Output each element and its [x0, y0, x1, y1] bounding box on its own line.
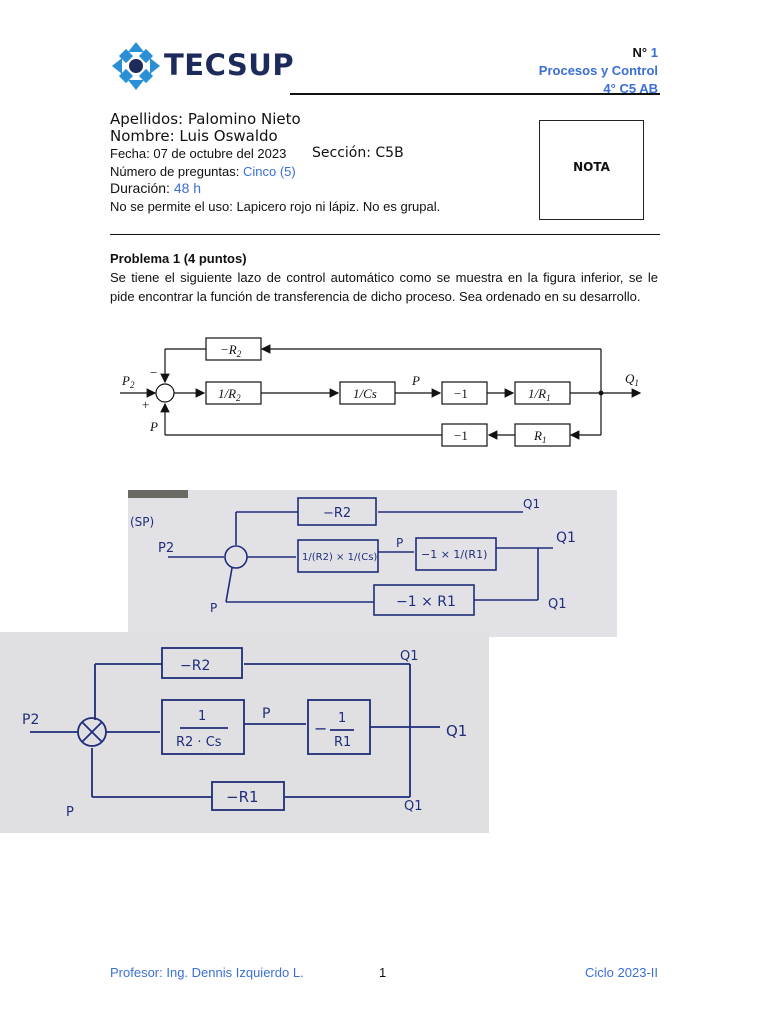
header-course-info: [539, 44, 658, 98]
minus-sign: −: [150, 365, 158, 380]
handwritten-photo-1: [128, 490, 617, 637]
number-value: 1: [650, 45, 658, 60]
bottom-block-2-label: $R_1$: [534, 428, 547, 445]
footer-professor: Profesor: Ing. Dennis Izquierdo L.: [110, 965, 304, 980]
output-label: $Q_1$: [625, 371, 639, 388]
block-3-label: −1: [454, 386, 468, 401]
questions-value: Cinco (5): [242, 164, 296, 179]
name-line: Nombre: Luis Oswaldo: [110, 127, 278, 145]
duration-line: [110, 180, 201, 196]
hw2-block-b-num: 1: [338, 711, 347, 726]
hw2-input-label: P2: [22, 712, 40, 728]
hw2-bottom-block-label: −R1: [226, 788, 259, 806]
hw1-sp-label: (SP): [130, 515, 155, 529]
summing-junction: [156, 384, 174, 402]
hw2-output-label: Q1: [446, 722, 468, 740]
hw1-p-bottom: P: [210, 601, 218, 615]
plus-sign: +: [142, 397, 150, 412]
course-group: 4° C5 AB: [603, 81, 658, 96]
date-line: Fecha: 07 de octubre del 2023: [110, 146, 287, 161]
hw1-p-label: P: [396, 536, 404, 550]
questions-line: [110, 164, 296, 179]
block-1-label: $1/R_2$: [218, 386, 241, 403]
footer-cycle: Ciclo 2023-II: [585, 965, 658, 980]
feedback-signal-label: P: [150, 419, 158, 434]
hw2-q-top: Q1: [400, 649, 419, 664]
hw1-q-top: Q1: [523, 497, 541, 511]
duration-value: 48 h: [173, 180, 202, 196]
surnames-line: Apellidos: Palomino Nieto: [110, 110, 301, 128]
hw2-block-a-num: 1: [198, 709, 207, 724]
logo-mark-icon: [110, 40, 162, 92]
hw1-bottom-block-label: −1 × R1: [396, 594, 456, 610]
handwritten-photo-2: [0, 632, 489, 833]
course-name: Procesos y Control: [538, 63, 658, 78]
hw1-output-label: Q1: [556, 530, 576, 546]
hw1-q-bottom: Q1: [548, 597, 567, 612]
logo-wordmark: TECSUP: [164, 48, 295, 82]
questions-label: Número de preguntas:: [110, 164, 240, 179]
hw2-block-a-den: R2 · Cs: [176, 735, 222, 750]
number-label: N°: [632, 45, 648, 60]
block-2-label: 1/Cs: [353, 386, 377, 401]
hw2-block-b-den: R1: [334, 735, 352, 750]
hw2-top-block-label: −R2: [180, 658, 211, 674]
section-line: Sección: C5B: [312, 145, 404, 161]
mid-signal-label: P: [412, 373, 420, 388]
footer-page-number: 1: [379, 965, 387, 980]
hw2-q-bottom: Q1: [404, 799, 423, 814]
rules-line: No se permite el uso: Lapicero rojo ni lápiz. No es grupal.: [110, 199, 441, 214]
hw2-p-bottom: P: [66, 805, 74, 820]
block-diagram: [110, 325, 660, 455]
top-block-label: $-R_2$: [220, 342, 242, 359]
hw2-p-label: P: [262, 706, 271, 722]
problem-statement: Se tiene el siguiente lazo de control automático como se muestra en la figura inferior, se le pide encontrar la función de transferencia de dicho proceso. Sea ordenado en su desarrollo.: [110, 270, 658, 304]
hw1-block-a-label: 1/(R2) × 1/(Cs): [302, 552, 378, 563]
input-label: $P_2$: [122, 373, 135, 390]
section-divider: [110, 234, 660, 235]
hw1-input-label: P2: [158, 541, 175, 556]
hw1-top-block-label: −R2: [323, 506, 352, 521]
grade-label: NOTA: [573, 160, 610, 174]
problem-title: Problema 1 (4 puntos): [110, 251, 247, 266]
bottom-block-1-label: −1: [454, 428, 468, 443]
duration-label: Duración:: [110, 180, 170, 196]
block-4-label: $1/R_1$: [528, 386, 551, 403]
hw1-block-b-label: −1 × 1/(R1): [421, 548, 488, 561]
hw2-block-b-sign: −: [314, 719, 328, 738]
